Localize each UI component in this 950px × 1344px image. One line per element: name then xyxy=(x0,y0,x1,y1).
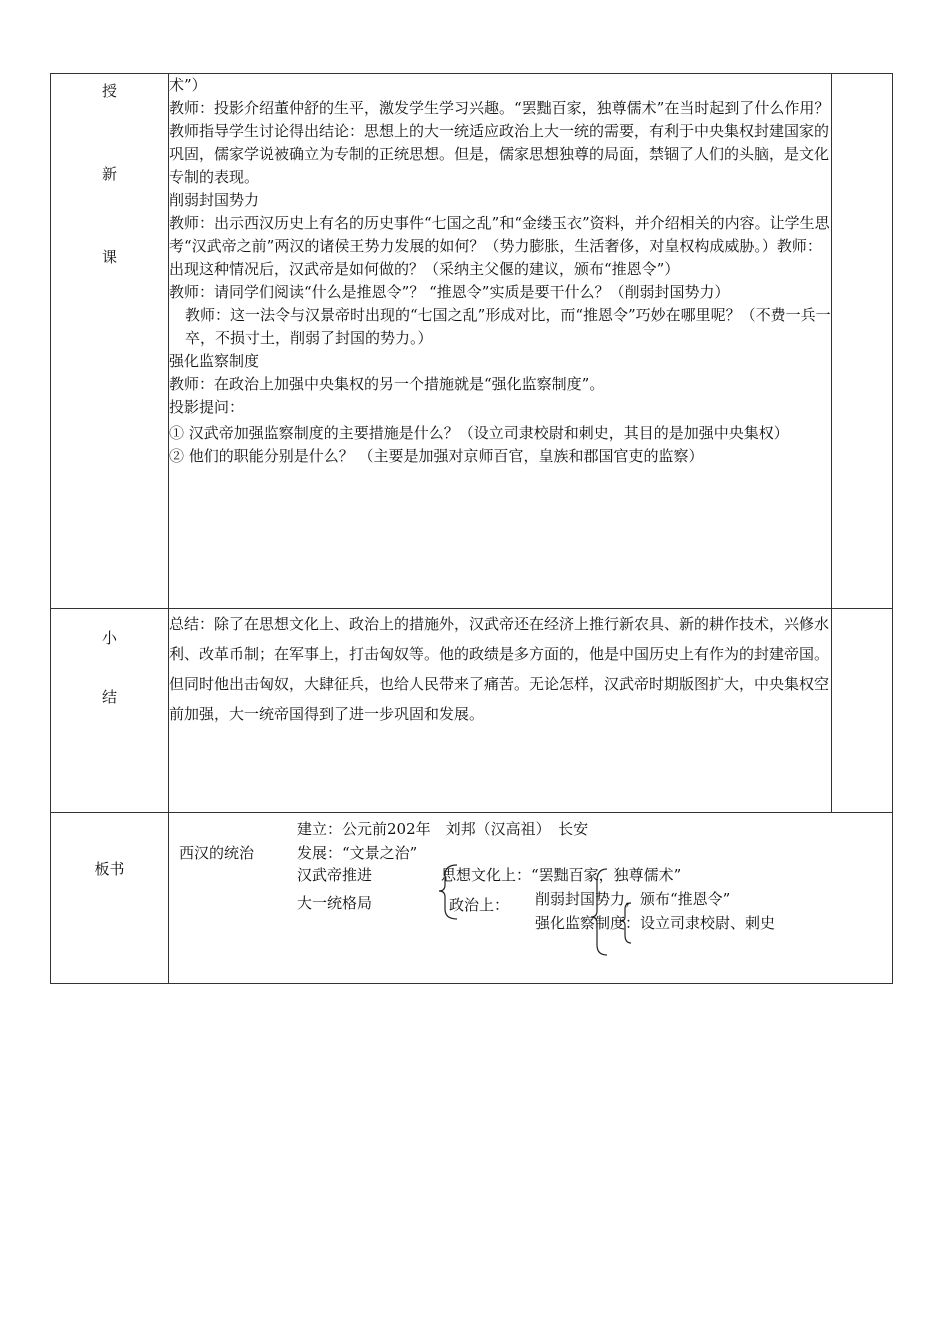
lesson-subheading: 强化监察制度 xyxy=(169,352,260,370)
lesson-line: 投影提问： xyxy=(169,398,245,416)
summary-text: 总结：除了在思想文化上、政治上的措施外，汉武帝还在经济上推行新农具、新的耕作技术，兴修水利、改革币制；在军事上，打击匈奴等。他的政绩是多方面的，他是中国历史上有作为的封建帝国。但同时他出击匈奴，大肆征兵，也给人民带来了痛苦。无论怎样，汉武帝时期版图扩大，中央集权空前加强，大一统帝国得到了进一步巩固和发展。 xyxy=(169,615,830,723)
lesson-line: 教师：出示西汉历史上有名的历史事件“七国之乱”和“金缕玉衣”资料，并介绍相关的内容。让学生思考“汉武帝之前”两汉的诸侯王势力发展的如何？（势力膨胀，生活奢侈，对皇权构成威胁。）教师：出现这种情况后，汉武帝是如何做的？（采纳主父偃的建议，颁布“推恩令”） xyxy=(169,214,830,278)
blackboard-content-cell xyxy=(169,813,893,984)
lesson-line: 教师指导学生讨论得出结论：思想上的大一统适应政治上大一统的需要，有利于中央集权封建国家的巩固，儒家学说被确立为专制的正统思想。但是，儒家思想独尊的局面，禁锢了人们的头脑，是文化专制的表现。 xyxy=(169,122,830,186)
teaching-content-cell xyxy=(169,74,832,609)
board-weaken: 削弱封国势力，颁布“推恩令” xyxy=(535,890,731,908)
lesson-line: 教师：请同学们阅读“什么是推恩令”？ “推恩令”实质是要干什么？（削弱封国势力） xyxy=(169,283,730,301)
section-label-char: 授 xyxy=(101,82,117,100)
board-founding: 建立：公元前202年 刘邦（汉高祖） 长安 xyxy=(297,820,589,838)
board-development: 发展：“文景之治” xyxy=(297,844,418,862)
board-politics: 政治上： xyxy=(449,896,510,914)
section-label-char: 结 xyxy=(101,688,117,706)
section-label-char: 新 xyxy=(101,165,117,183)
board-supervise: 强化监察制度：设立司隶校尉、刺史 xyxy=(535,914,776,932)
section-label-char: 课 xyxy=(101,248,117,266)
summary-row xyxy=(51,609,893,813)
lesson-line: 教师：投影介绍董仲舒的生平，激发学生学习兴趣。“罢黜百家，独尊儒术”在当时起到了什么作用？ xyxy=(169,99,830,117)
teaching-label-cell xyxy=(51,74,169,609)
lesson-plan-table xyxy=(50,73,893,984)
blackboard-row xyxy=(51,813,893,984)
section-label-char: 小 xyxy=(101,629,117,647)
remarks-cell xyxy=(832,609,893,813)
blackboard-label-cell xyxy=(51,813,169,984)
board-wudi-1: 汉武帝推进 xyxy=(297,866,373,884)
board-root: 西汉的统治 xyxy=(179,844,255,862)
question-item: ① 汉武帝加强监察制度的主要措施是什么？（设立司隶校尉和刺史，其目的是加强中央集权） xyxy=(169,424,789,442)
lesson-line: 教师：在政治上加强中央集权的另一个措施就是“强化监察制度”。 xyxy=(169,375,605,393)
board-wudi-2: 大一统格局 xyxy=(297,894,373,912)
lesson-subheading: 削弱封国势力 xyxy=(169,191,260,209)
question-item: ② 他们的职能分别是什么？ （主要是加强对京师百官，皇族和郡国官吏的监察） xyxy=(169,447,704,465)
section-label: 板书 xyxy=(94,860,125,878)
summary-label-cell xyxy=(51,609,169,813)
teaching-row xyxy=(51,74,893,609)
summary-content-cell xyxy=(169,609,832,813)
blackboard-diagram xyxy=(169,813,892,983)
remarks-cell xyxy=(832,74,893,609)
lesson-line: 术”） xyxy=(169,76,207,94)
lesson-line: 教师：这一法令与汉景帝时出现的“七国之乱”形成对比，而“推恩令”巧妙在哪里呢？（不费一兵一卒，不损寸土，削弱了封国的势力。） xyxy=(185,306,831,347)
board-thought: 思想文化上：“罢黜百家，独尊儒术” xyxy=(441,866,682,884)
